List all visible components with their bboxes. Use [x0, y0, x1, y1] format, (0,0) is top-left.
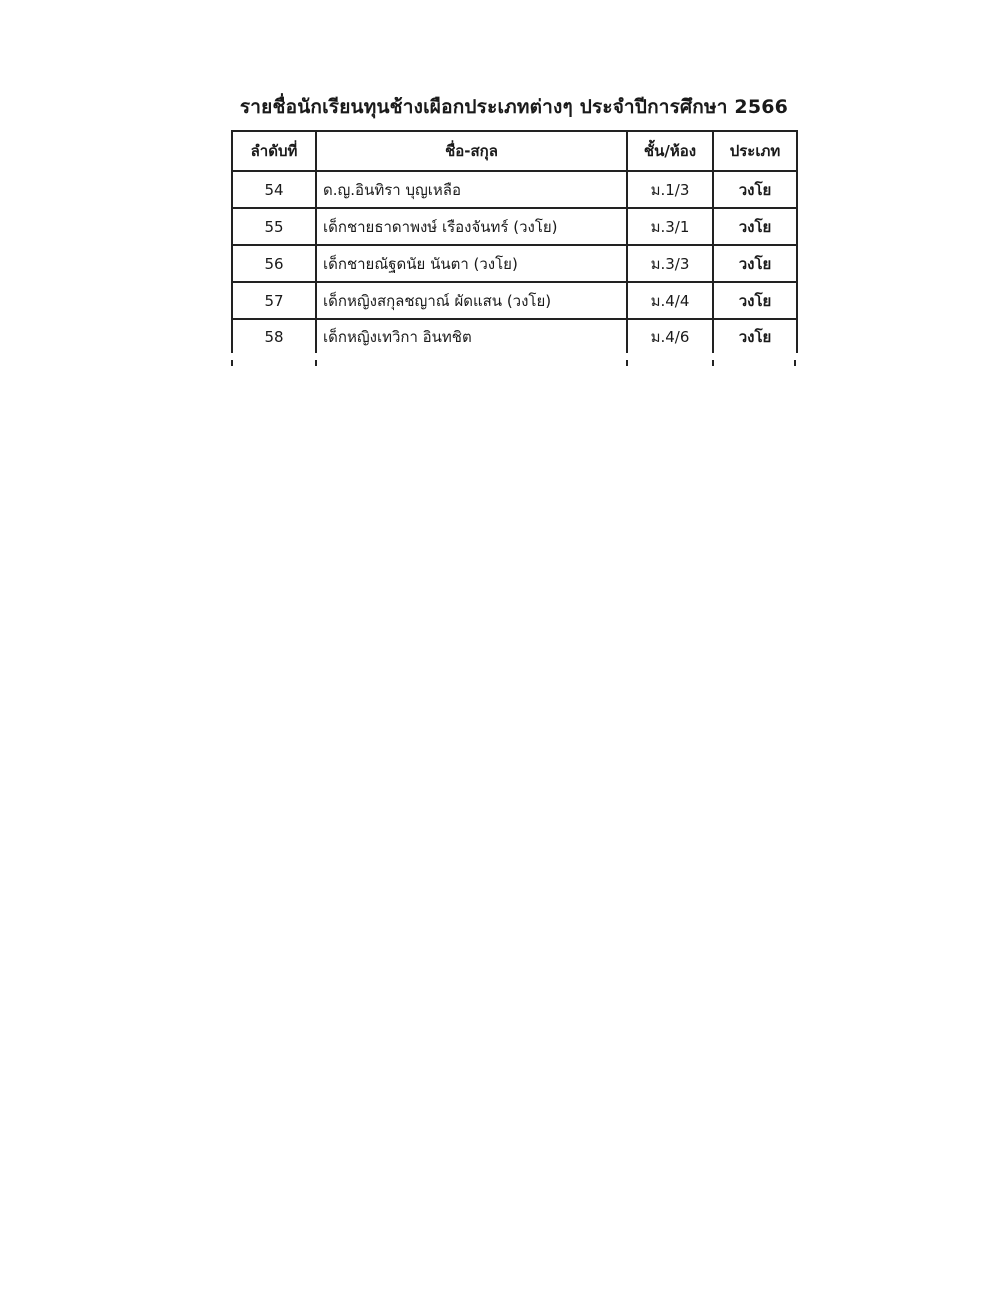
- cut-edge-line: [626, 360, 628, 366]
- table-row: [232, 282, 797, 319]
- row-number: 54: [232, 171, 316, 208]
- scholarship-type: วงโย: [713, 319, 797, 353]
- row-number: 56: [232, 245, 316, 282]
- document-title: รายชื่อนักเรียนทุนช้างเผือกประเภทต่างๆ ประจำปีการศึกษา 2566: [239, 96, 789, 118]
- row-number: 55: [232, 208, 316, 245]
- table-header-row: [232, 131, 797, 171]
- table-row: [232, 171, 797, 208]
- header-room: ชั้น/ห้อง: [627, 131, 713, 171]
- class-room: ม.4/4: [627, 282, 713, 319]
- cut-edge-line: [712, 360, 714, 366]
- class-room: ม.3/1: [627, 208, 713, 245]
- class-room: ม.1/3: [627, 171, 713, 208]
- class-room: ม.4/6: [627, 319, 713, 353]
- student-name: เด็กชายณัฐดนัย นันตา (วงโย): [316, 245, 627, 282]
- student-name: เด็กหญิงสกุลชญาณ์ ผัดแสน (วงโย): [316, 282, 627, 319]
- table-row: [232, 208, 797, 245]
- row-number: 57: [232, 282, 316, 319]
- table-cut-edge: [231, 360, 796, 366]
- header-type: ประเภท: [713, 131, 797, 171]
- student-name: เด็กหญิงเทวิกา อินทชิต: [316, 319, 627, 353]
- student-name: เด็กชายธาดาพงษ์ เรืองจันทร์ (วงโย): [316, 208, 627, 245]
- student-name: ด.ญ.อินทิรา บุญเหลือ: [316, 171, 627, 208]
- class-room: ม.3/3: [627, 245, 713, 282]
- cut-edge-line: [231, 360, 233, 366]
- header-no: ลำดับที่: [232, 131, 316, 171]
- student-table: [231, 130, 798, 353]
- row-number: 58: [232, 319, 316, 353]
- cut-edge-line: [315, 360, 317, 366]
- table-row: [232, 319, 797, 353]
- scholarship-type: วงโย: [713, 282, 797, 319]
- header-name: ชื่อ-สกุล: [316, 131, 627, 171]
- table-row: [232, 245, 797, 282]
- student-table-container: [231, 130, 798, 353]
- cut-edge-line: [794, 360, 796, 366]
- scholarship-type: วงโย: [713, 208, 797, 245]
- scholarship-type: วงโย: [713, 245, 797, 282]
- scholarship-type: วงโย: [713, 171, 797, 208]
